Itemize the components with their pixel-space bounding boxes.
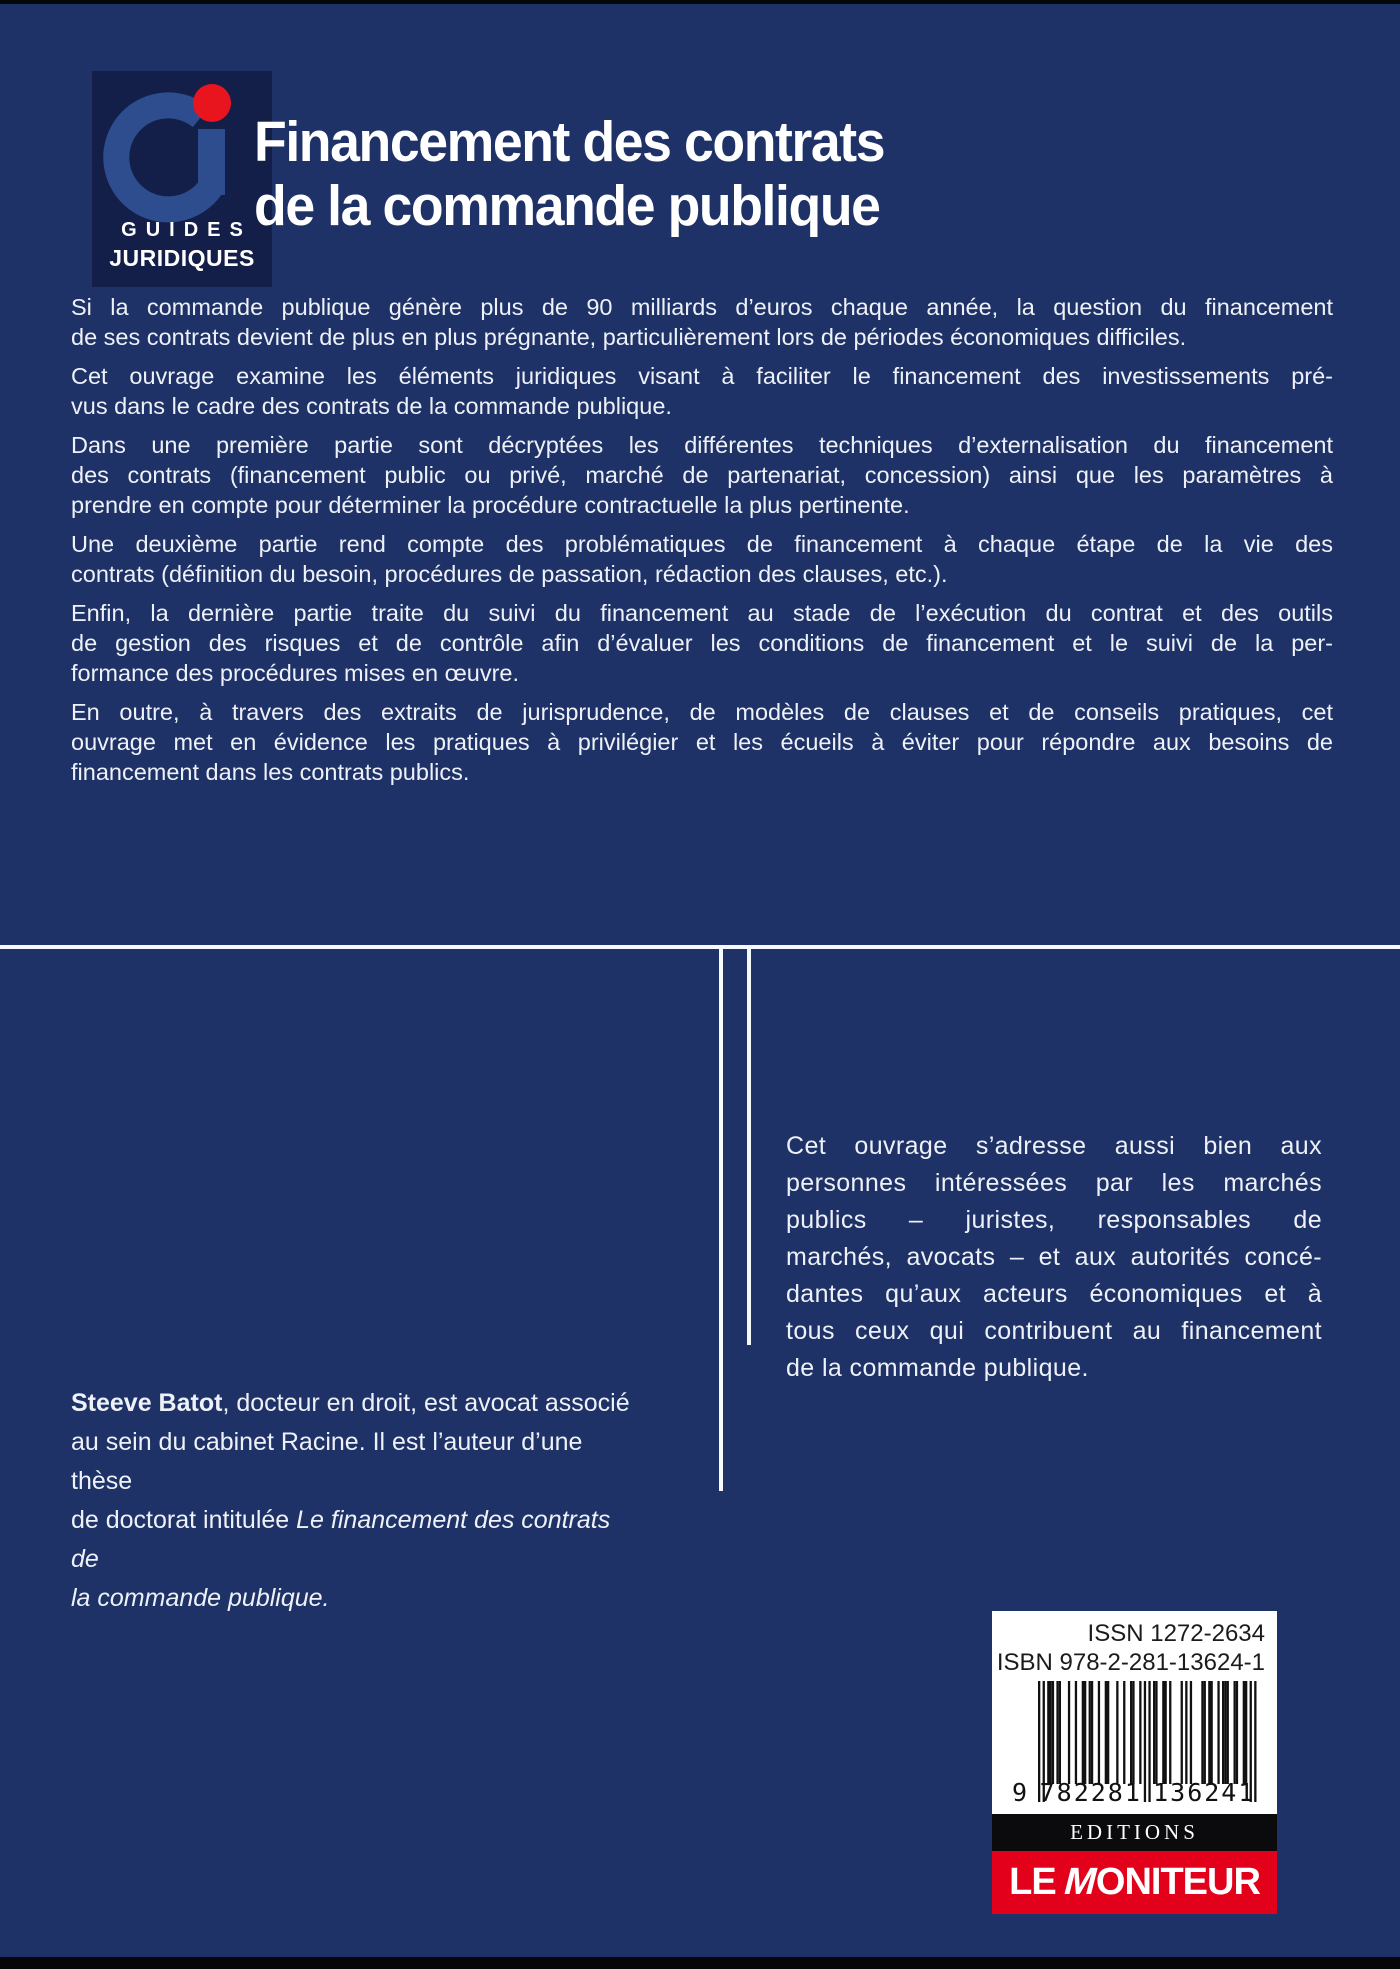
le-moniteur-logo bbox=[992, 1851, 1277, 1914]
bottom-edge-strip bbox=[0, 1957, 1400, 1969]
text-line: ouvrage met en évidence les pratiques à privilégier et les écueils à éviter pour répondre aux besoins de bbox=[71, 729, 1333, 755]
text-line: de la commande publique. bbox=[786, 1354, 1089, 1382]
text-line: publics – juristes, responsables de bbox=[786, 1206, 1322, 1234]
ean-digits-right: 136241 bbox=[1153, 1778, 1256, 1807]
text-line: formance des procédures mises en œuvre. bbox=[71, 660, 519, 686]
text-line: dantes qu’aux acteurs économiques et à bbox=[786, 1280, 1322, 1308]
vertical-divider-left bbox=[719, 949, 723, 1491]
text-line: vus dans le cadre des contrats de la commande publique. bbox=[71, 393, 672, 419]
vertical-divider-right bbox=[747, 949, 751, 1345]
text-line: Dans une première partie sont décryptées les différentes techniques d’externalisation du financement bbox=[71, 432, 1333, 458]
logo-series-label-2: JURIDIQUES bbox=[109, 245, 255, 271]
top-edge-strip bbox=[0, 0, 1400, 4]
ean-digit-prefix: 9 bbox=[1012, 1778, 1028, 1807]
book-title-line1: Financement des contrats bbox=[254, 110, 885, 174]
bio-line: de doctorat intitulée Le financement des contrats de bbox=[71, 1506, 611, 1573]
text-line: En outre, à travers des extraits de jurisprudence, de modèles de clauses et de conseils pratiques, cet bbox=[71, 699, 1333, 725]
guides-juridiques-logo bbox=[92, 71, 272, 287]
summary-paragraph bbox=[71, 598, 1333, 688]
text-line: de ses contrats devient de plus en plus prégnante, particulièrement lors de périodes économiques difficiles. bbox=[71, 324, 1187, 350]
summary-paragraph bbox=[71, 529, 1333, 589]
text-line: financement dans les contrats publics. bbox=[71, 759, 470, 785]
text-line: Enfin, la dernière partie traite du suivi du financement au stade de l’exécution du contrat et des outils bbox=[71, 600, 1333, 626]
bio-line: Steeve Batot, docteur en droit, est avocat associé bbox=[71, 1389, 630, 1417]
text-line: des contrats (financement public ou privé, marché de partenariat, concession) ainsi que les paramètres à bbox=[71, 462, 1333, 488]
editions-label: EDITIONS bbox=[1070, 1820, 1199, 1844]
back-cover-summary bbox=[71, 292, 1333, 796]
text-line: tous ceux qui contribuent au financement bbox=[786, 1317, 1322, 1345]
gi-logo-icon bbox=[100, 77, 264, 227]
ean-barcode bbox=[1012, 1681, 1257, 1811]
horizontal-divider bbox=[0, 945, 1400, 949]
text-line: Si la commande publique génère plus de 90 milliards d’euros chaque année, la question du financement bbox=[71, 294, 1333, 320]
summary-paragraph bbox=[71, 361, 1333, 421]
bio-line: la commande publique. bbox=[71, 1584, 330, 1612]
text-line: Cet ouvrage examine les éléments juridiques visant à faciliter le financement des investissements pré- bbox=[71, 363, 1333, 389]
book-title bbox=[254, 110, 884, 238]
logo-series-label: GUIDES bbox=[121, 219, 252, 241]
text-line: Une deuxième partie rend compte des problématiques de financement à chaque étape de la vie des bbox=[71, 531, 1333, 557]
isbn-panel bbox=[992, 1611, 1277, 1814]
bio-line: au sein du cabinet Racine. Il est l’auteur d’une thèse bbox=[71, 1428, 583, 1495]
audience-paragraph bbox=[786, 1128, 1322, 1387]
ean-digits bbox=[1012, 1778, 1261, 1807]
text-line: prendre en compte pour déterminer la procédure contractuelle la plus pertinente. bbox=[71, 492, 910, 518]
summary-paragraph bbox=[71, 697, 1333, 787]
editions-band bbox=[992, 1814, 1277, 1851]
issn-number: ISSN 1272-2634 bbox=[1087, 1620, 1265, 1647]
publisher-name-rest: ONITEUR bbox=[1095, 1861, 1260, 1903]
publisher-name-m: M bbox=[1059, 1861, 1102, 1903]
text-line: contrats (définition du besoin, procédures de passation, rédaction des clauses, etc.). bbox=[71, 561, 948, 587]
publisher-name-le: LE bbox=[1009, 1861, 1066, 1903]
summary-paragraph bbox=[71, 430, 1333, 520]
summary-paragraph bbox=[71, 292, 1333, 352]
text-line: marchés, avocats – et aux autorités concé- bbox=[786, 1243, 1322, 1271]
book-title-line2: de la commande publique bbox=[254, 174, 880, 238]
isbn-number: ISBN 978-2-281-13624-1 bbox=[996, 1649, 1265, 1676]
text-line: Cet ouvrage s’adresse aussi bien aux bbox=[786, 1132, 1322, 1160]
text-line: personnes intéressées par les marchés bbox=[786, 1169, 1322, 1197]
author-bio bbox=[71, 1384, 631, 1618]
ean-digits-left: 782281 bbox=[1039, 1778, 1142, 1807]
text-line: de gestion des risques et de contrôle afin d’évaluer les conditions de financement et le suivi de la per- bbox=[71, 630, 1333, 656]
